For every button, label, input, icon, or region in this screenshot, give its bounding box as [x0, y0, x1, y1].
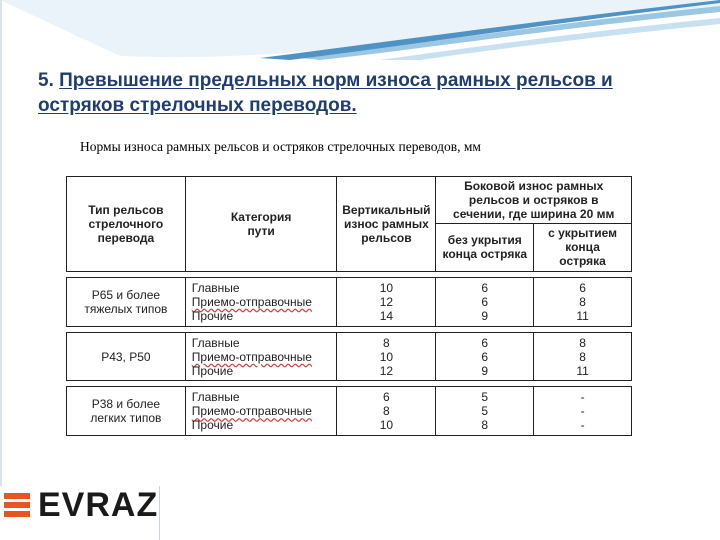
with-cover-cell: - - - — [534, 387, 632, 436]
without-cover-cell: 6 6 9 — [436, 332, 534, 381]
rail-type-cell: Р43, Р50 — [67, 332, 186, 381]
without-cover-cell: 6 6 9 — [436, 278, 534, 327]
header-without-cover: без укрытия конца остряка — [436, 223, 534, 272]
header-with-cover: с укрытием конца остряка — [534, 223, 632, 272]
title-number: 5. — [38, 70, 54, 91]
header-lateral-wear: Боковой износ рамных рельсов и остряков в сечении, где ширина 20 мм — [436, 177, 632, 224]
wear-norms-table — [66, 176, 632, 436]
rail-type-cell: Р38 и более легких типов — [67, 387, 186, 436]
slide-title — [38, 68, 688, 118]
logo-divider — [159, 486, 160, 540]
header-vertical-wear: Вертикальный износ рамных рельсов — [337, 177, 436, 272]
table-row — [67, 278, 632, 327]
header-rail-type: Тип рельсов стрелочного перевода — [67, 177, 186, 272]
table-caption: Нормы износа рамных рельсов и остряков стрелочных переводов, мм — [80, 139, 481, 154]
header-swoosh-decoration — [0, 0, 720, 60]
evraz-logo-mark-icon — [4, 493, 30, 517]
with-cover-cell: 8 8 11 — [534, 332, 632, 381]
vertical-cell: 10 12 14 — [337, 278, 436, 327]
without-cover-cell: 5 5 8 — [436, 387, 534, 436]
header-category: Категория пути — [185, 177, 337, 272]
evraz-logo — [0, 486, 160, 540]
vertical-cell: 8 10 12 — [337, 332, 436, 381]
vertical-cell: 6 8 10 — [337, 387, 436, 436]
table-row — [67, 387, 632, 436]
title-text: Превышение предельных норм износа рамных рельсов и остряков стрелочных переводов. — [38, 70, 613, 116]
left-border-line — [0, 0, 2, 540]
category-cell: Главные Приемо-отправочные Прочие — [185, 278, 337, 327]
rail-type-cell: Р65 и более тяжелых типов — [67, 278, 186, 327]
evraz-logo-text: EVRAZ — [38, 486, 159, 524]
with-cover-cell: 6 8 11 — [534, 278, 632, 327]
table-row — [67, 332, 632, 381]
category-cell: Главные Приемо-отправочные Прочие — [185, 332, 337, 381]
category-cell: Главные Приемо-отправочные Прочие — [185, 387, 337, 436]
